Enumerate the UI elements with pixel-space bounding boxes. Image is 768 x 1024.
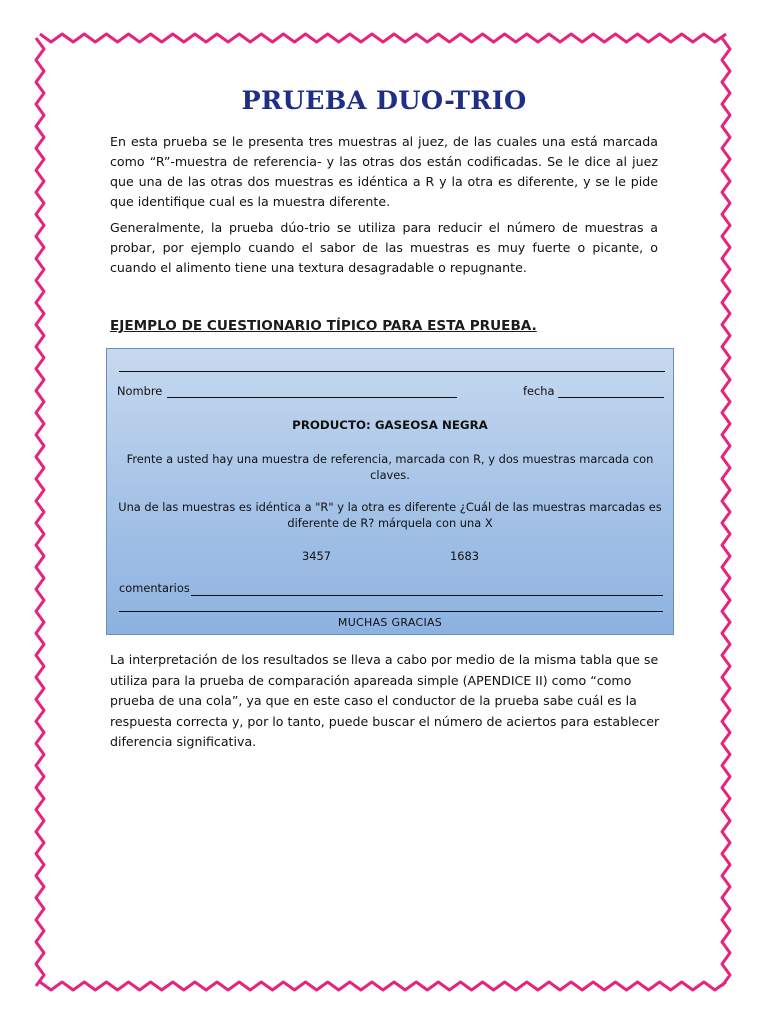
section-heading: EJEMPLO DE CUESTIONARIO TÍPICO PARA ESTA PRUEBA.: [110, 318, 537, 334]
instruction-question: Una de las muestras es idéntica a "R" y la otra es diferente ¿Cuál de las muestras marcadas es diferente de R? márquela con una X: [118, 500, 662, 530]
border-zigzag: [36, 38, 44, 986]
border-zigzag: [40, 34, 726, 42]
sample-code-1: 3457: [302, 549, 331, 563]
border-zigzag: [40, 982, 726, 990]
comments-field-line-1[interactable]: [191, 595, 663, 596]
comments-field-line-2[interactable]: [119, 611, 663, 612]
date-label: fecha: [523, 384, 555, 398]
page-title: PRUEBA DUO-TRIO: [241, 86, 527, 116]
thanks-text: MUCHAS GRACIAS: [337, 616, 443, 629]
sample-code-2: 1683: [450, 549, 479, 563]
name-field-line[interactable]: [167, 397, 457, 398]
product-label: PRODUCTO: GASEOSA NEGRA: [292, 418, 488, 432]
name-label: Nombre: [117, 384, 163, 398]
questionnaire-form: [106, 348, 674, 635]
comments-label: comentarios: [119, 581, 190, 595]
intro-paragraph: En esta prueba se le presenta tres muestras al juez, de las cuales una está marcada como “R”-muestra de referencia- y las otras dos están codificadas. Se le dice al juez que una de las otras dos muestras es idéntica a R y la otra es diferente, y se le pide que identifique cual es la muestra diferente.: [110, 134, 658, 209]
interpretation-paragraph: La interpretación de los resultados se lleva a cabo por medio de la misma tabla que se utiliza para la prueba de comparación apareada simple (APENDICE II) como “como prueba de una cola”, ya que en este caso el conductor de la prueba sabe cuál es la respuesta correcta y, por lo tanto, puede buscar el número de aciertos para establecer diferencia significativa.: [110, 652, 660, 749]
instruction-reference: Frente a usted hay una muestra de referencia, marcada con R, y dos muestras marcada con claves.: [126, 452, 654, 482]
name-date-row: [117, 384, 663, 400]
date-field-line[interactable]: [558, 397, 664, 398]
form-top-rule: [119, 371, 665, 372]
border-zigzag: [722, 38, 730, 986]
usage-paragraph: Generalmente, la prueba dúo-trio se utiliza para reducir el número de muestras a probar, por ejemplo cuando el sabor de las muestras es muy fuerte o picante, o cuando el alimento tiene una textura desagradable o repugnante.: [110, 220, 658, 275]
